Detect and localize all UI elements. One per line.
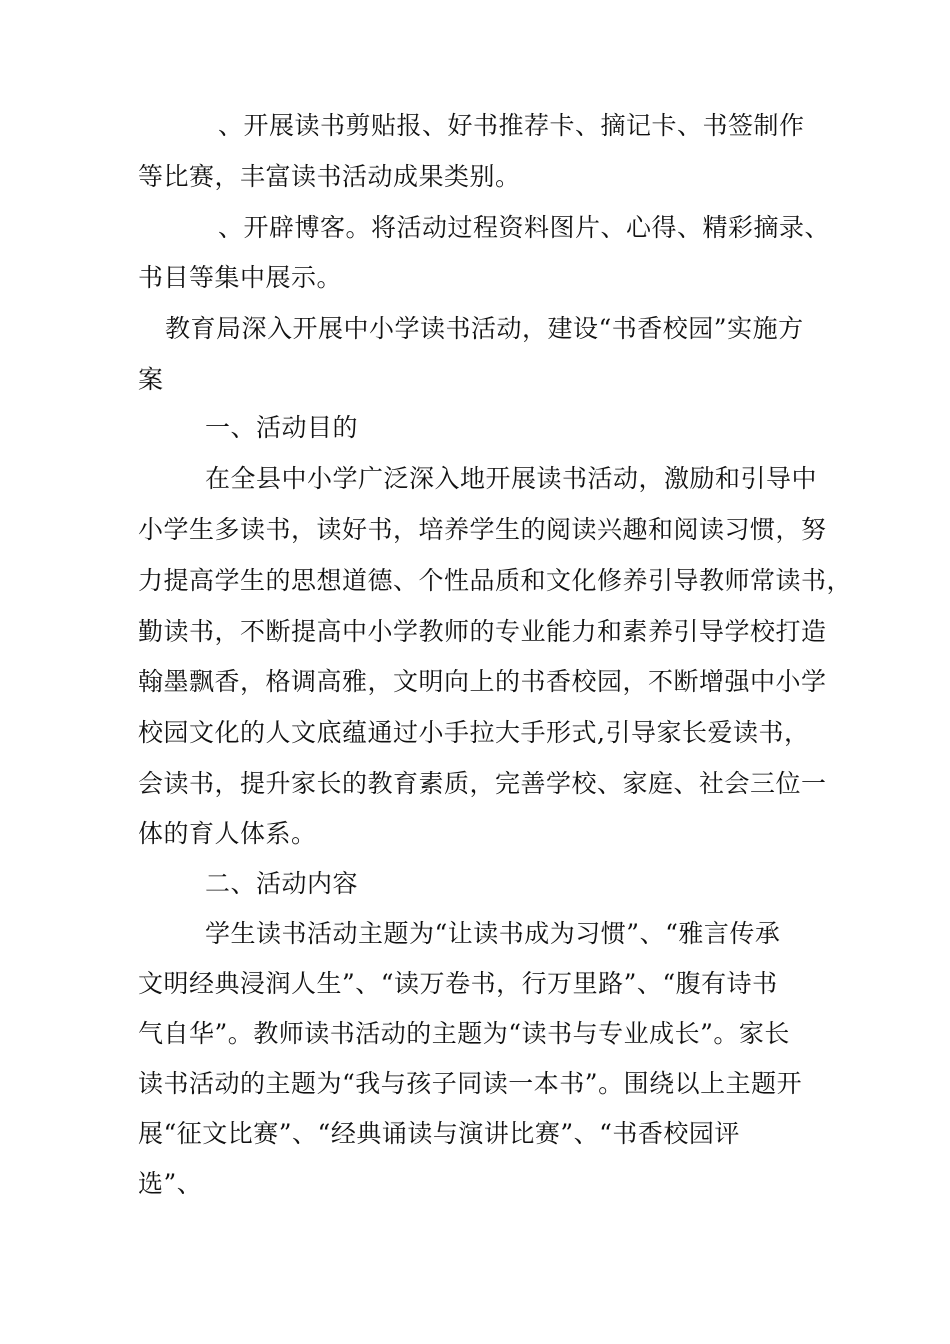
text-line-8: 在全县中小学广泛深入地开展读书活动，激励和引导中 bbox=[205, 464, 818, 493]
text-line-3: 、开辟博客。将活动过程资料图片、心得、精彩摘录、 bbox=[218, 213, 831, 242]
text-line-9: 小学生多读书，读好书，培养学生的阅读兴趣和阅读习惯，努 bbox=[138, 515, 827, 544]
section-heading-purpose: 一、活动目的 bbox=[205, 413, 359, 442]
text-line-14: 会读书，提升家长的教育素质，完善学校、家庭、社会三位一 bbox=[138, 769, 827, 798]
document-title-line-1: 教育局深入开展中小学读书活动，建设“书香校园”实施方 bbox=[165, 314, 804, 343]
text-line-22: 选”、 bbox=[138, 1169, 203, 1198]
section-heading-content: 二、活动内容 bbox=[205, 869, 359, 898]
text-line-15: 体的育人体系。 bbox=[138, 819, 317, 848]
text-line-21: 展“征文比赛”、“经典诵读与演讲比赛”、“书香校园评 bbox=[138, 1119, 740, 1148]
text-line-12: 翰墨飘香，格调高雅，文明向上的书香校园，不断增强中小学 bbox=[138, 667, 827, 696]
document-title-line-2: 案 bbox=[138, 365, 164, 394]
text-line-20: 读书活动的主题为“我与孩子同读一本书”。围绕以上主题开 bbox=[138, 1069, 803, 1098]
text-line-13: 校园文化的人文底蕴通过小手拉大手形式,引导家长爱读书， bbox=[138, 718, 810, 747]
text-line-17: 学生读书活动主题为“让读书成为习惯”、“雅言传承 bbox=[205, 919, 781, 948]
text-line-2: 等比赛，丰富读书活动成果类别。 bbox=[138, 162, 521, 191]
text-line-10: 力提高学生的思想道德、个性品质和文化修养引导教师常读书， bbox=[138, 566, 853, 595]
text-line-4: 书目等集中展示。 bbox=[138, 263, 343, 292]
text-line-18: 文明经典浸润人生”、“读万卷书，行万里路”、“腹有诗书 bbox=[138, 969, 778, 998]
text-line-19: 气自华”。教师读书活动的主题为“读书与专业成长”。家长 bbox=[138, 1019, 790, 1048]
text-line-1: 、开展读书剪贴报、好书推荐卡、摘记卡、书签制作 bbox=[218, 111, 805, 140]
text-line-11: 勤读书，不断提高中小学教师的专业能力和素养引导学校打造 bbox=[138, 617, 827, 646]
